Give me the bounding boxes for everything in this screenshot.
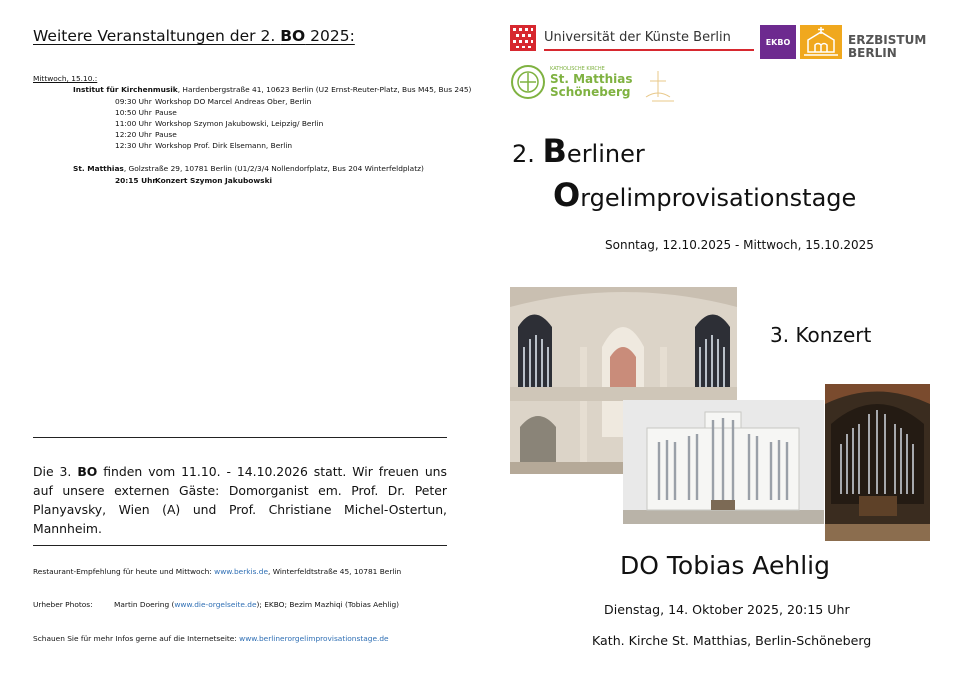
restaurant-link[interactable]: www.berkis.de: [214, 567, 269, 576]
restaurant-recommendation: Restaurant-Empfehlung für heute und Mittwoch: www.berkis.de, Winterfeldtstraße 45, 10781 Berlin: [33, 567, 402, 576]
location-st-matthias: St. Matthias, Golzstraße 29, 10781 Berlin (U1/2/3/4 Nollendorfplatz, Bus 204 Winterfeldplatz): [73, 164, 424, 173]
next-year-notice: Die 3. BO finden vom 11.10. - 14.10.2026 statt. Wir freuen uns auf unsere externen Gäste: Domorganist em. Prof. Dr. Peter Planyavsky, Wien (A) und Prof. Christiane Michel-Ostertun, Mannheim.: [33, 464, 447, 536]
divider: [33, 545, 447, 546]
website-link[interactable]: www.berlinerorgelimprovisationstage.de: [239, 634, 389, 643]
schedule-row: 09:30 Uhr Workshop DO Marcel Andreas Ober, Berlin: [115, 97, 312, 106]
website-info: Schauen Sie für mehr Infos gerne auf die Internetseite: www.berlinerorgelimprovisationstage.de: [33, 634, 389, 643]
title-line-2: Orgelimprovisationstage: [553, 176, 857, 214]
concert-number: 3. Konzert: [770, 323, 872, 347]
page-heading: Weitere Veranstaltungen der 2. BO 2025:: [33, 27, 355, 45]
day-heading: Mittwoch, 15.10.:: [33, 74, 98, 83]
udk-grid-icon: [510, 25, 536, 51]
schedule-row: 12:20 Uhr Pause: [115, 130, 177, 139]
udk-name: Universität der Künste Berlin: [544, 30, 731, 45]
performer-name: DO Tobias Aehlig: [620, 551, 830, 580]
schedule-row: 11:00 Uhr Workshop Szymon Jakubowski, Leipzig/ Berlin: [115, 119, 324, 128]
udk-underline: [544, 49, 754, 51]
schedule-row: 10:50 Uhr Pause: [115, 108, 177, 117]
divider: [33, 437, 447, 438]
festival-dates: Sonntag, 12.10.2025 - Mittwoch, 15.10.2025: [605, 238, 874, 252]
erzbistum-name: ERZBISTUM BERLIN: [848, 33, 927, 60]
concert-row: 20:15 UhrKonzert Szymon Jakubowski: [115, 176, 273, 185]
location-institut: Institut für Kirchenmusik, Hardenbergstraße 41, 10623 Berlin (U2 Ernst-Reuter-Platz, Bus M45, Bus 245): [73, 85, 472, 94]
concert-date: Dienstag, 14. Oktober 2025, 20:15 Uhr: [604, 602, 850, 617]
organ-photo: [623, 400, 824, 524]
organ-loft-photo: [825, 384, 930, 541]
schedule-row: 12:30 Uhr Workshop Prof. Dirk Elsemann, Berlin: [115, 141, 293, 150]
concert-venue: Kath. Kirche St. Matthias, Berlin-Schöneberg: [592, 633, 872, 648]
st-matthias-name: KATHOLISCHE KIRCHE St. Matthias Schöneberg: [550, 66, 633, 99]
title-line-1: 2. Berliner: [512, 132, 645, 170]
photo-credits: Urheber Photos: Martin Doering (www.die-orgelseite.de); EKBO; Bezim Mazhiqi (Tobias Aehlig): [33, 600, 400, 609]
ekbo-logo: EKBO: [760, 25, 796, 59]
seal-icon: [636, 67, 680, 107]
st-matthias-logo-icon: [511, 65, 545, 99]
orgelseite-link[interactable]: www.die-orgelseite.de: [174, 600, 257, 609]
erzbistum-church-icon: [800, 25, 842, 59]
udk-logo-icon: [510, 25, 536, 51]
